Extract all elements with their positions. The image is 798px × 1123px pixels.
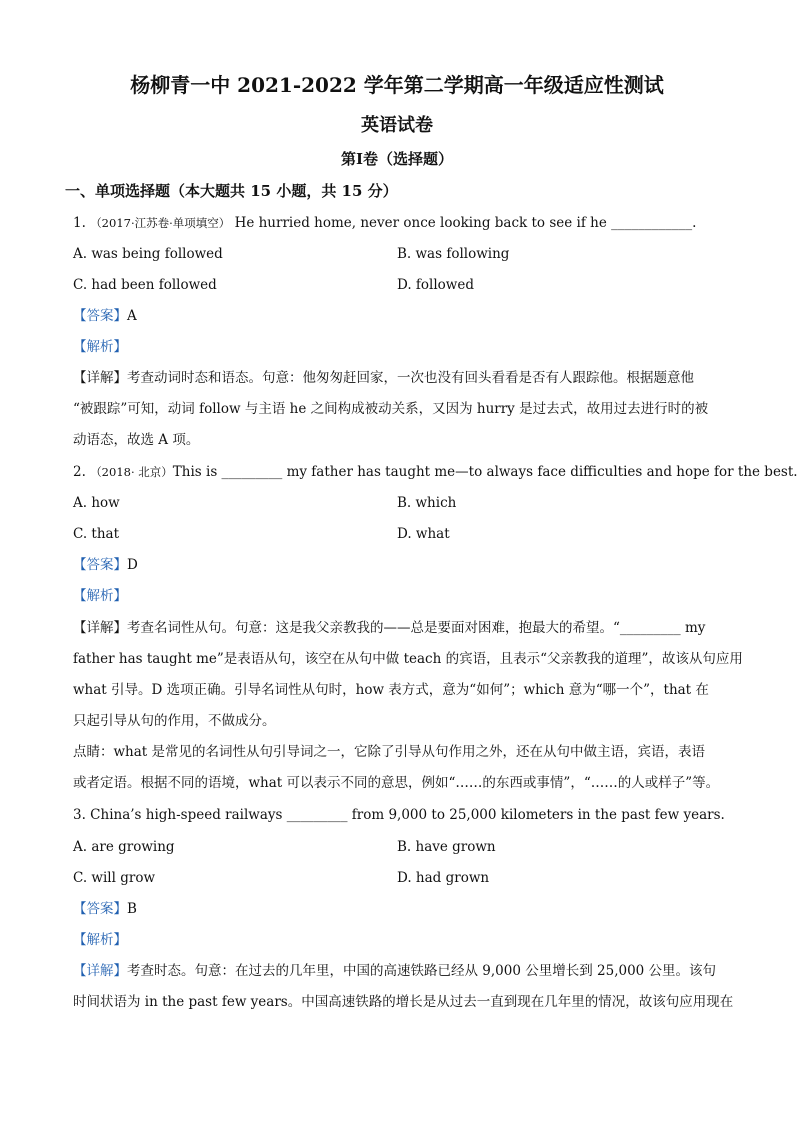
answer-value: A xyxy=(127,308,137,324)
q2-option-d: D. what xyxy=(397,526,450,542)
q2-detail-line-3: what 引导。D 选项正确。引导名词性从句时，how 表方式，意为“如何”；which 意为“哪一个”，that 在 xyxy=(73,682,709,698)
detail-tag: 【详解】 xyxy=(73,963,127,979)
q1-detail-line-1 xyxy=(73,368,723,388)
question-text: This is _________ my father has taught me—to always face difficulties and hope for the best. xyxy=(172,464,798,480)
answer-tag: 【答案】 xyxy=(73,901,127,917)
exam-subtitle: 英语试卷 xyxy=(361,115,433,136)
detail-tag: 【详解】 xyxy=(73,370,127,386)
q1-option-c: C. had been followed xyxy=(73,277,217,293)
detail-text: 考查动词时态和语态。句意：他匆匆赶回家，一次也没有回头看看是否有人跟踪他。根据题意他 xyxy=(127,370,694,386)
q1-answer xyxy=(73,306,723,326)
q3-option-c: C. will grow xyxy=(73,870,156,886)
q2-note-line-2: 或者定语。根据不同的语境，what 可以表示不同的意思，例如“……的东西或事情”，“……的人或样子”等。 xyxy=(73,775,720,791)
q2-option-b: B. which xyxy=(397,495,457,511)
q1-detail-line-2: “被跟踪”可知，动词 follow 与主语 he 之间构成被动关系，又因为 hurry 是过去式，故用过去进行时的被 xyxy=(73,401,709,417)
exam-title: 杨柳青一中 2021-2022 学年第二学期高一年级适应性测试 xyxy=(130,73,664,97)
question-source: （2017·江苏卷·单项填空） xyxy=(90,216,231,230)
q3-detail-line-1 xyxy=(73,961,723,981)
detail-text: 考查时态。句意：在过去的几年里，中国的高速铁路已经从 9,000 公里增长到 25,000 公里。该句 xyxy=(127,963,717,979)
q3-analysis-tag: 【解析】 xyxy=(73,932,127,948)
question-3-stem: 3. China’s high-speed railways _________ from 9,000 to 25,000 kilometers in the past few years. xyxy=(73,807,725,823)
detail-tag: 【详解】 xyxy=(73,620,127,636)
q2-option-c: C. that xyxy=(73,526,120,542)
q3-option-d: D. had grown xyxy=(397,870,490,886)
q3-detail-line-2: 时间状语为 in the past few years。中国高速铁路的增长是从过去一直到现在几年里的情况，故该句应用现在 xyxy=(73,994,734,1010)
q1-option-d: D. followed xyxy=(397,277,474,293)
answer-tag: 【答案】 xyxy=(73,308,127,324)
q2-option-a: A. how xyxy=(73,495,120,511)
q1-detail-line-3: 动语态，故选 A 项。 xyxy=(73,432,200,448)
answer-value: D xyxy=(127,557,138,573)
detail-text: 考查名词性从句。句意：这是我父亲教我的——总是要面对困难，抱最大的希望。“_________ my xyxy=(127,620,706,636)
q1-option-a: A. was being followed xyxy=(73,246,223,262)
question-source: （2018· 北京） xyxy=(90,465,173,479)
q2-detail-line-1 xyxy=(73,618,723,638)
q2-analysis-tag: 【解析】 xyxy=(73,588,127,604)
q1-analysis-tag: 【解析】 xyxy=(73,339,127,355)
q3-answer xyxy=(73,899,723,919)
volume-heading: 第Ⅰ卷（选择题） xyxy=(340,150,454,168)
q2-detail-line-2: father has taught me”是表语从句，该空在从句中做 teach 的宾语，且表示“父亲教我的道理”，故该从句应用 xyxy=(73,651,743,667)
q2-note-line-1: 点睛：what 是常见的名词性从句引导词之一，它除了引导从句作用之外，还在从句中做主语，宾语，表语 xyxy=(73,744,706,760)
question-1-stem xyxy=(73,213,723,233)
question-2-stem xyxy=(73,462,798,482)
question-text: He hurried home, never once looking back to see if he ____________. xyxy=(234,215,697,231)
q2-answer xyxy=(73,555,723,575)
answer-tag: 【答案】 xyxy=(73,557,127,573)
q1-option-b: B. was following xyxy=(397,246,510,262)
q2-detail-line-4: 只起引导从句的作用，不做成分。 xyxy=(73,713,276,729)
q3-option-b: B. have grown xyxy=(397,839,496,855)
question-number: 1. xyxy=(73,215,86,231)
section-heading: 一、单项选择题（本大题共 15 小题，共 15 分） xyxy=(65,182,398,200)
q3-option-a: A. are growing xyxy=(73,839,175,855)
answer-value: B xyxy=(127,901,137,917)
question-number: 2. xyxy=(73,464,86,480)
